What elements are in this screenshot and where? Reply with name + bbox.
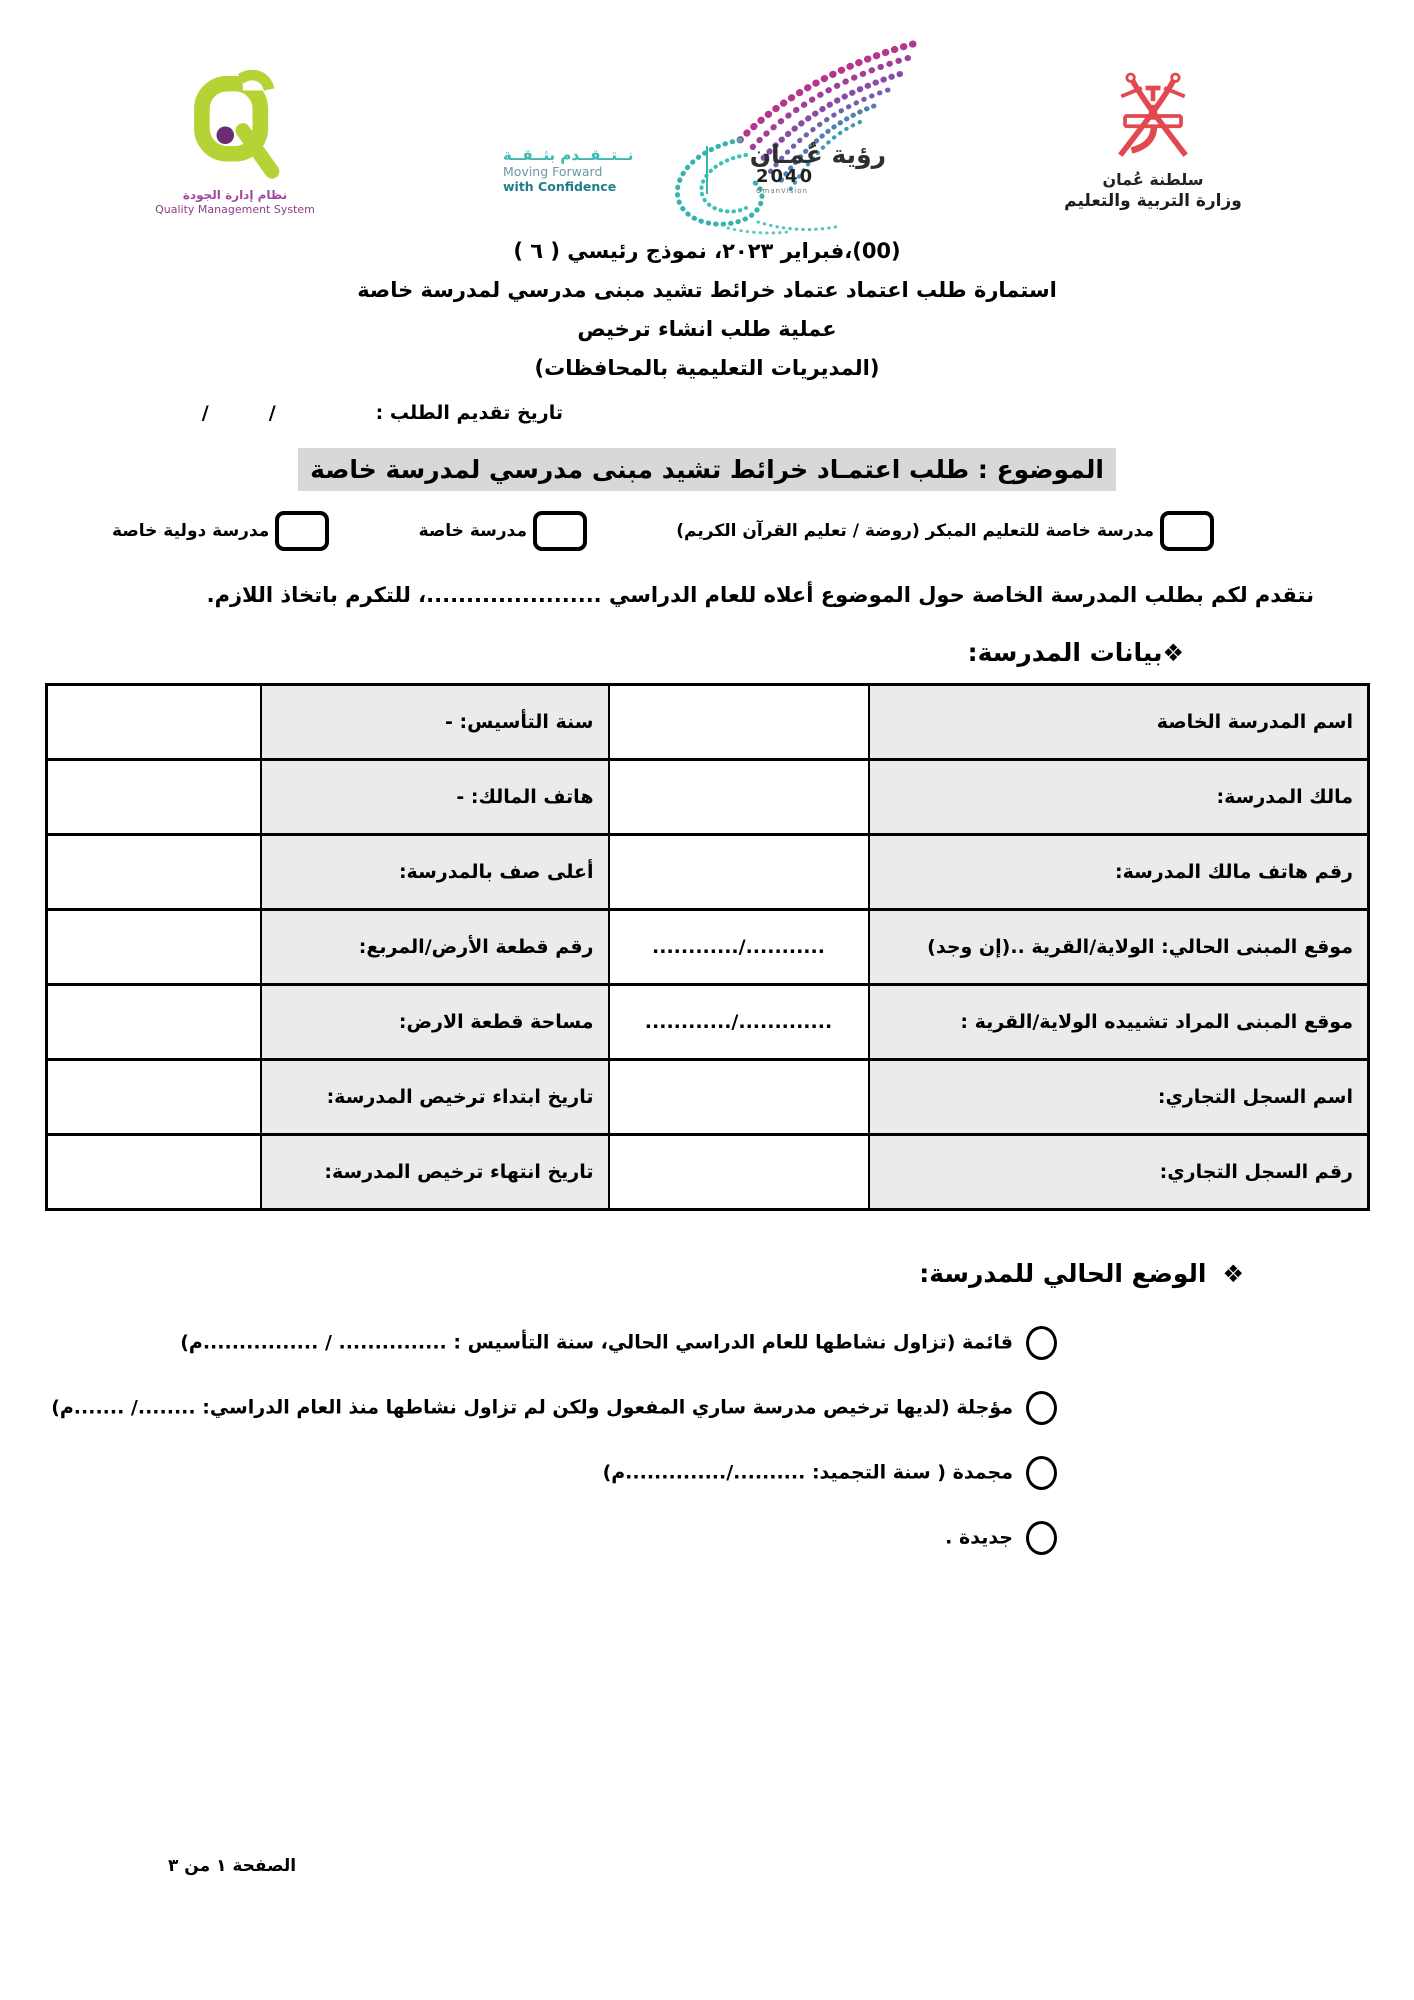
checkbox[interactable] <box>1160 511 1214 551</box>
dotted-input[interactable]: ............./............ <box>609 985 869 1060</box>
status-option-label: قائمة (تزاول نشاطها للعام الدراسي الحالي، سنة التأسيس : ............... / ................م) <box>180 1331 1013 1354</box>
section-title: بيانات المدرسة: <box>967 638 1163 667</box>
input-cell[interactable] <box>609 760 869 835</box>
status-option-frozen <box>0 1456 1057 1490</box>
page-number: الصفحة ١ من ٣ <box>168 1856 297 1876</box>
table-row <box>47 910 1369 985</box>
field-label: مالك المدرسة: <box>869 760 1369 835</box>
qms-name-arabic: نظام إدارة الجودة <box>182 188 288 202</box>
ministry-logo <box>1048 68 1258 211</box>
input-cell[interactable] <box>609 685 869 760</box>
table-row <box>47 685 1369 760</box>
input-cell[interactable] <box>47 1135 261 1210</box>
field-label: تاريخ ابتداء ترخيص المدرسة: <box>261 1060 609 1135</box>
date-slash-1: / <box>268 402 276 424</box>
field-label: اسم المدرسة الخاصة <box>869 685 1369 760</box>
field-label: رقم قطعة الأرض/المربع: <box>261 910 609 985</box>
vision-year: 2040 <box>756 166 815 187</box>
submission-date-label: تاريخ تقديم الطلب : <box>375 402 563 424</box>
input-cell[interactable] <box>47 835 261 910</box>
field-label: تاريخ انتهاء ترخيص المدرسة: <box>261 1135 609 1210</box>
section-title: الوضع الحالي للمدرسة: <box>919 1259 1207 1288</box>
school-type-row <box>112 511 1214 551</box>
school-type-label: مدرسة خاصة <box>418 521 528 541</box>
status-option-label: جديدة . <box>945 1526 1013 1549</box>
radio-button[interactable] <box>1026 1391 1057 1425</box>
school-type-option-international <box>112 511 329 551</box>
vision-tagline-arabic: نــتــقــدم بثــقــة <box>503 146 634 164</box>
field-label: مساحة قطعة الارض: <box>261 985 609 1060</box>
status-option-active <box>0 1326 1057 1360</box>
table-row <box>47 835 1369 910</box>
vision-wordmark-arabic: رؤية عُمـان <box>749 140 886 169</box>
school-data-table <box>45 683 1370 1211</box>
input-cell[interactable] <box>47 760 261 835</box>
vision-wordmark-english: OmanVision <box>756 187 808 195</box>
status-option-postponed <box>0 1391 1057 1425</box>
directorates-note-line: (المديريات التعليمية بالمحافظات) <box>534 356 880 380</box>
checkbox[interactable] <box>533 511 587 551</box>
table-row <box>47 760 1369 835</box>
vision-wordmark <box>749 140 886 195</box>
table-row <box>47 1060 1369 1135</box>
form-code-line: (00)،فبراير ٢٠٢٣، نموذج رئيسي ( ٦ ) <box>513 239 901 263</box>
dotted-input[interactable]: .........../............ <box>609 910 869 985</box>
ministry-name-text: وزارة التربية والتعليم <box>1064 191 1242 211</box>
intro-paragraph: نتقدم لكم بطلب المدرسة الخاصة حول الموضوع أعلاه للعام الدراسي ......................، للتكرم باتخاذ اللازم. <box>206 583 1314 607</box>
form-header-block <box>0 232 1414 388</box>
process-title-line: عملية طلب انشاء ترخيص <box>577 317 837 341</box>
subject-line-wrap <box>0 448 1414 491</box>
status-option-new <box>0 1521 1057 1555</box>
table-row <box>47 1135 1369 1210</box>
subject-line: الموضوع : طلب اعتمـاد خرائط تشيد مبنى مدرسي لمدرسة خاصة <box>298 448 1116 491</box>
input-cell[interactable] <box>47 685 261 760</box>
ministry-country-text: سلطنة عُمان <box>1102 170 1204 189</box>
qms-logo <box>140 70 330 216</box>
input-cell[interactable] <box>609 835 869 910</box>
document-body <box>0 232 1414 1586</box>
submission-date-line <box>0 402 563 424</box>
radio-button[interactable] <box>1026 1521 1057 1555</box>
vision-tagline <box>503 146 708 194</box>
oman-national-emblem-icon <box>1097 68 1209 164</box>
input-cell[interactable] <box>47 1060 261 1135</box>
input-cell[interactable] <box>47 910 261 985</box>
vision-tagline-english-1: Moving Forward <box>503 164 603 179</box>
form-title-line: استمارة طلب اعتماد عتماد خرائط تشيد مبنى مدرسي لمدرسة خاصة <box>357 278 1057 302</box>
diamond-bullet-icon: ❖ <box>1222 1260 1244 1288</box>
status-options-list <box>0 1326 1057 1555</box>
checkbox[interactable] <box>275 511 329 551</box>
oman-vision-2040-logo <box>468 40 918 240</box>
field-label: اسم السجل التجاري: <box>869 1060 1369 1135</box>
section-heading-school-data <box>0 638 1184 667</box>
table-row <box>47 985 1369 1060</box>
radio-button[interactable] <box>1026 1456 1057 1490</box>
input-cell[interactable] <box>609 1135 869 1210</box>
field-label: موقع المبنى المراد تشييده الولاية/القرية : <box>869 985 1369 1060</box>
field-label: رقم السجل التجاري: <box>869 1135 1369 1210</box>
vision-tagline-english-2: with Confidence <box>503 179 617 194</box>
diamond-bullet-icon: ❖ <box>1162 639 1184 667</box>
qms-q-icon <box>185 70 285 182</box>
field-label: سنة التأسيس: - <box>261 685 609 760</box>
date-slash-2: / <box>201 402 209 424</box>
radio-button[interactable] <box>1026 1326 1057 1360</box>
input-cell[interactable] <box>609 1060 869 1135</box>
vision-swirl-icon <box>578 40 918 235</box>
school-type-label: مدرسة خاصة للتعليم المبكر (روضة / تعليم القرآن الكريم) <box>676 521 1154 541</box>
field-label: هاتف المالك: - <box>261 760 609 835</box>
field-label: موقع المبنى الحالي: الولاية/القرية ..(إن وجد) <box>869 910 1369 985</box>
field-label: رقم هاتف مالك المدرسة: <box>869 835 1369 910</box>
status-option-label: مجمدة ( سنة التجميد: ........../..............م) <box>602 1461 1013 1484</box>
school-type-option-early-education <box>676 511 1214 551</box>
input-cell[interactable] <box>47 985 261 1060</box>
qms-name-english: Quality Management System <box>155 203 315 216</box>
section-heading-current-status <box>0 1259 1244 1288</box>
field-label: أعلى صف بالمدرسة: <box>261 835 609 910</box>
school-type-label: مدرسة دولية خاصة <box>112 521 270 541</box>
school-type-option-private <box>419 511 587 551</box>
status-option-label: مؤجلة (لديها ترخيص مدرسة ساري المفعول ولكن لم تزاول نشاطها منذ العام الدراسي: ......../ .......م) <box>51 1396 1013 1419</box>
